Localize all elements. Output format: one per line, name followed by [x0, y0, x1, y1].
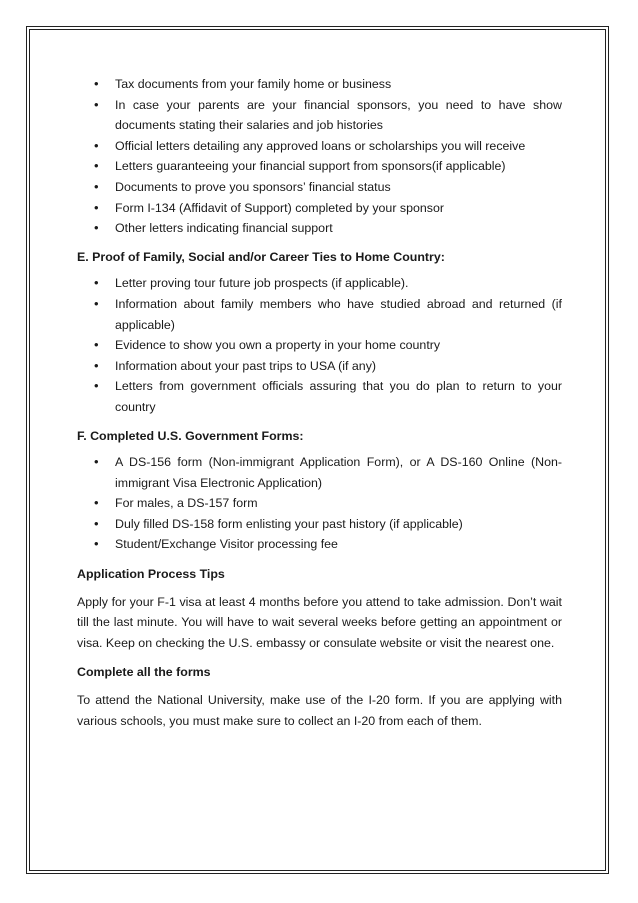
- list-item: • Form I-134 (Affidavit of Support) completed by your sponsor: [77, 198, 562, 219]
- list-item: • Information about your past trips to USA (if any): [77, 356, 562, 377]
- forms-paragraph: To attend the National University, make use of the I-20 form. If you are applying with various schools, you must make sure to collect an I-20 from each of them.: [77, 693, 562, 728]
- tips-heading: Application Process Tips: [77, 567, 225, 582]
- tips-paragraph: Apply for your F-1 visa at least 4 months before you attend to take admission. Don’t wait till the last minute. You will have to wait several weeks before getting an appointment or visa. Keep on checking the U.S. embassy or consulate website or visit the nearest one.: [77, 594, 562, 650]
- list-item: • Student/Exchange Visitor processing fee: [77, 534, 562, 555]
- list-item: • Letter proving tour future job prospects (if applicable).: [77, 273, 562, 294]
- list-item: • Other letters indicating financial support: [77, 218, 562, 239]
- financial-documents-list: [77, 74, 562, 239]
- forms-heading: Complete all the forms: [77, 665, 211, 680]
- list-item: • In case your parents are your financial sponsors, you need to have show documents stating their salaries and job histories: [77, 95, 562, 136]
- list-item: • For males, a DS-157 form: [77, 493, 562, 514]
- list-item: • Letters guaranteeing your financial support from sponsors(if applicable): [77, 156, 562, 177]
- list-item: • Official letters detailing any approved loans or scholarships you will receive: [77, 136, 562, 157]
- government-forms-list: [77, 452, 562, 555]
- list-item: • Tax documents from your family home or business: [77, 74, 562, 95]
- list-item: • Letters from government officials assuring that you do plan to return to your country: [77, 376, 562, 417]
- list-item: • Information about family members who have studied abroad and returned (if applicable): [77, 294, 562, 335]
- list-item: • Duly filled DS-158 form enlisting your past history (if applicable): [77, 514, 562, 535]
- list-item: • A DS-156 form (Non-immigrant Application Form), or A DS-160 Online (Non-immigrant Visa Electronic Application): [77, 452, 562, 493]
- list-item: • Documents to prove you sponsors’ financial status: [77, 177, 562, 198]
- section-e-heading: E. Proof of Family, Social and/or Career Ties to Home Country:: [77, 249, 445, 264]
- section-f-heading: F. Completed U.S. Government Forms:: [77, 428, 304, 443]
- family-ties-list: [77, 273, 562, 417]
- list-item: • Evidence to show you own a property in your home country: [77, 335, 562, 356]
- document-body: [77, 74, 562, 731]
